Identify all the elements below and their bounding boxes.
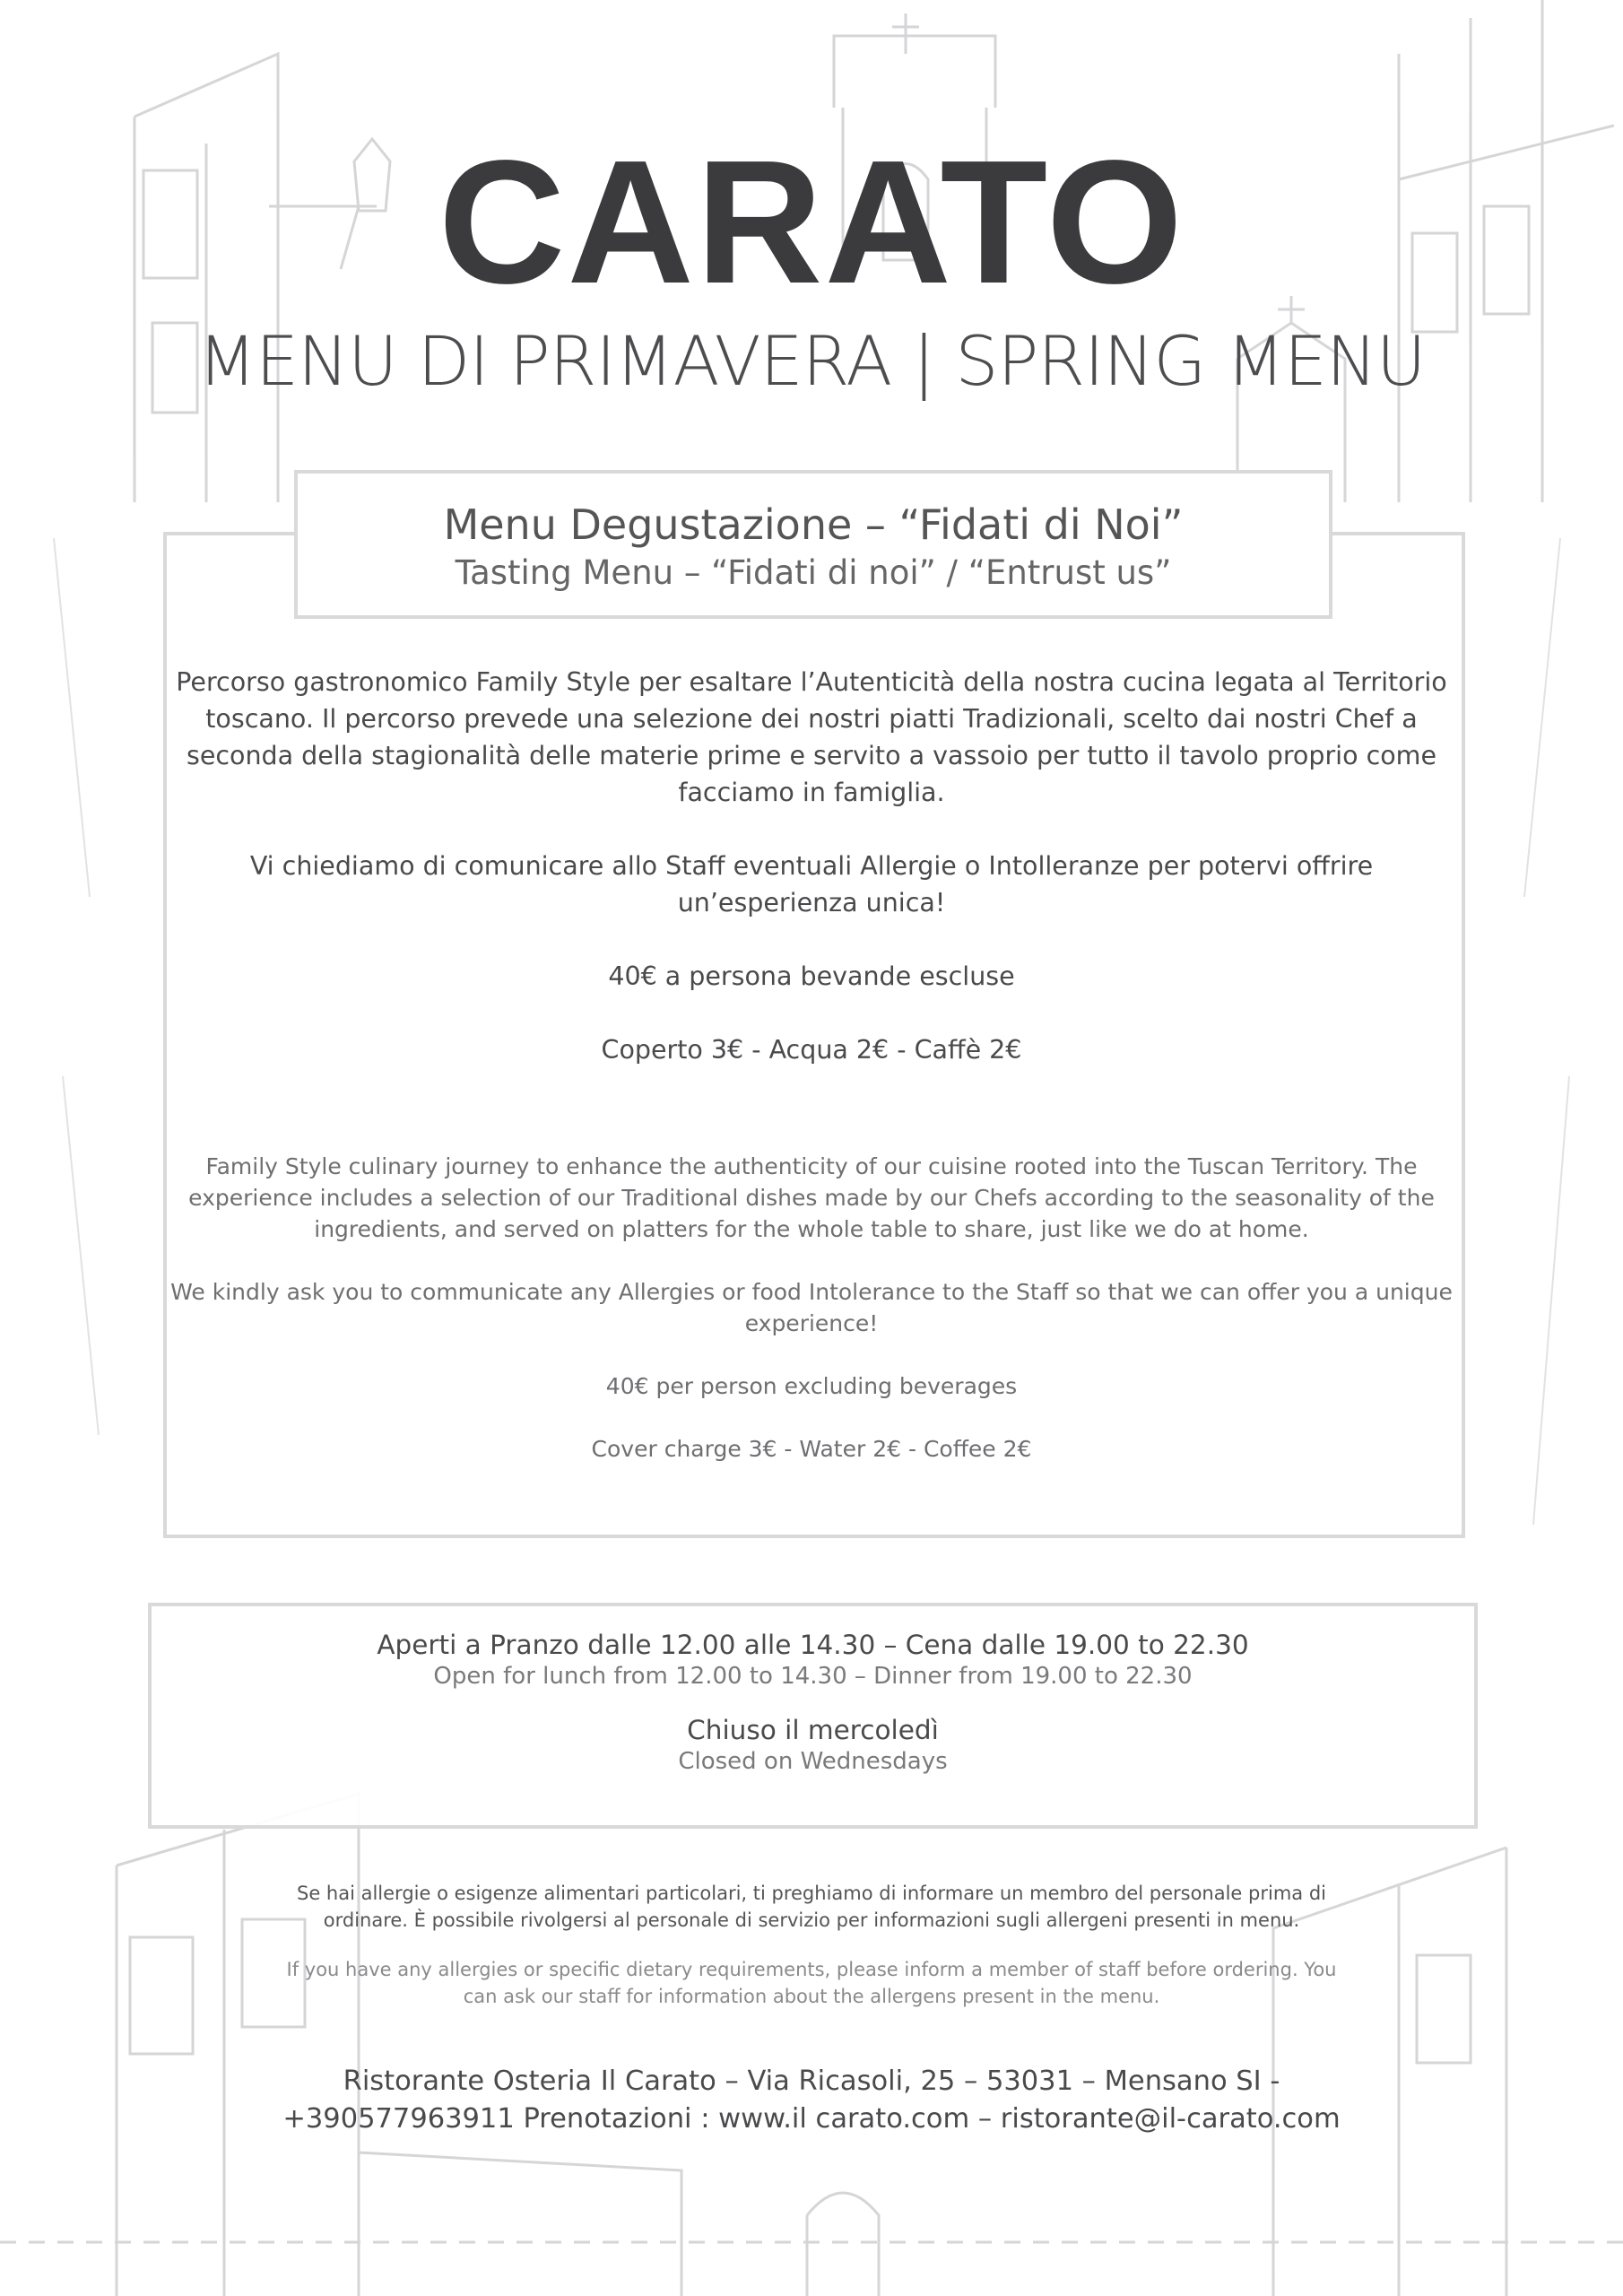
- english-description: Family Style culinary journey to enhance the authenticity of our cuisine rooted into the Tuscan Territory. The experience includes a selection of our Traditional dishes made by our Chefs according to the seasonality of the ingredients, and served on platters for the whole table to share, just like we do at home.: [188, 1153, 1435, 1242]
- restaurant-logo: CARATO: [438, 124, 1185, 320]
- opening-hours-panel: [148, 1603, 1478, 1829]
- tasting-menu-title-box: [294, 470, 1332, 619]
- tasting-menu-title-it: Menu Degustazione – “Fidati di Noi”: [443, 500, 1184, 549]
- english-description-section: [170, 1151, 1453, 1465]
- tasting-menu-title-en: Tasting Menu – “Fidati di noi” / “Entrust us”: [455, 553, 1172, 593]
- opening-hours-it: Aperti a Pranzo dalle 12.00 alle 14.30 – Cena dalle 19.00 to 22.30: [377, 1630, 1249, 1660]
- menu-subtitle: MENU DI PRIMAVERA | SPRING MENU: [197, 321, 1426, 401]
- allergen-notice-it: Se hai allergie o esigenze alimentari particolari, ti preghiamo di informare un membro del personale prima di ordinare. È possibile rivolgersi al personale di servizio per informazioni sugli allergeni presenti in menu.: [296, 1883, 1326, 1931]
- english-extras: Cover charge 3€ - Water 2€ - Coffee 2€: [591, 1436, 1032, 1462]
- italian-description: Percorso gastronomico Family Style per esaltare l’Autenticità della nostra cucina legata al Territorio toscano. Il percorso prevede una selezione dei nostri piatti Tradizionali, scelto dai nostri Chef a seconda della stagionalità delle materie prime e servito a vassoio per tutto il tavolo proprio come facciamo in famiglia.: [176, 667, 1447, 807]
- footer-contacts: +390577963911 Prenotazioni : www.il carato.com – ristorante@il-carato.com: [282, 2103, 1341, 2135]
- closing-day-it: Chiuso il mercoledì: [687, 1714, 939, 1745]
- italian-allergy-note: Vi chiediamo di comunicare allo Staff eventuali Allergie o Intolleranze per potervi offrire un’esperienza unica!: [249, 851, 1374, 918]
- allergen-notice-en: If you have any allergies or specific dietary requirements, please inform a member of staff before ordering. You can ask our staff for information about the allergens present in the menu.: [286, 1959, 1337, 2007]
- footer-address: Ristorante Osteria Il Carato – Via Ricasoli, 25 – 53031 – Mensano SI -: [343, 2066, 1280, 2097]
- italian-price: 40€ a persona bevande escluse: [608, 961, 1015, 991]
- english-allergy-note: We kindly ask you to communicate any Allergies or food Intolerance to the Staff so that we can offer you a unique experience!: [170, 1279, 1453, 1336]
- italian-extras: Coperto 3€ - Acqua 2€ - Caffè 2€: [601, 1035, 1022, 1065]
- contact-footer: [179, 2063, 1444, 2138]
- italian-description-section: [170, 664, 1453, 1068]
- english-price: 40€ per person excluding beverages: [605, 1373, 1018, 1399]
- opening-hours-en: Open for lunch from 12.00 to 14.30 – Dinner from 19.00 to 22.30: [433, 1663, 1193, 1691]
- closing-day-en: Closed on Wednesdays: [678, 1747, 948, 1775]
